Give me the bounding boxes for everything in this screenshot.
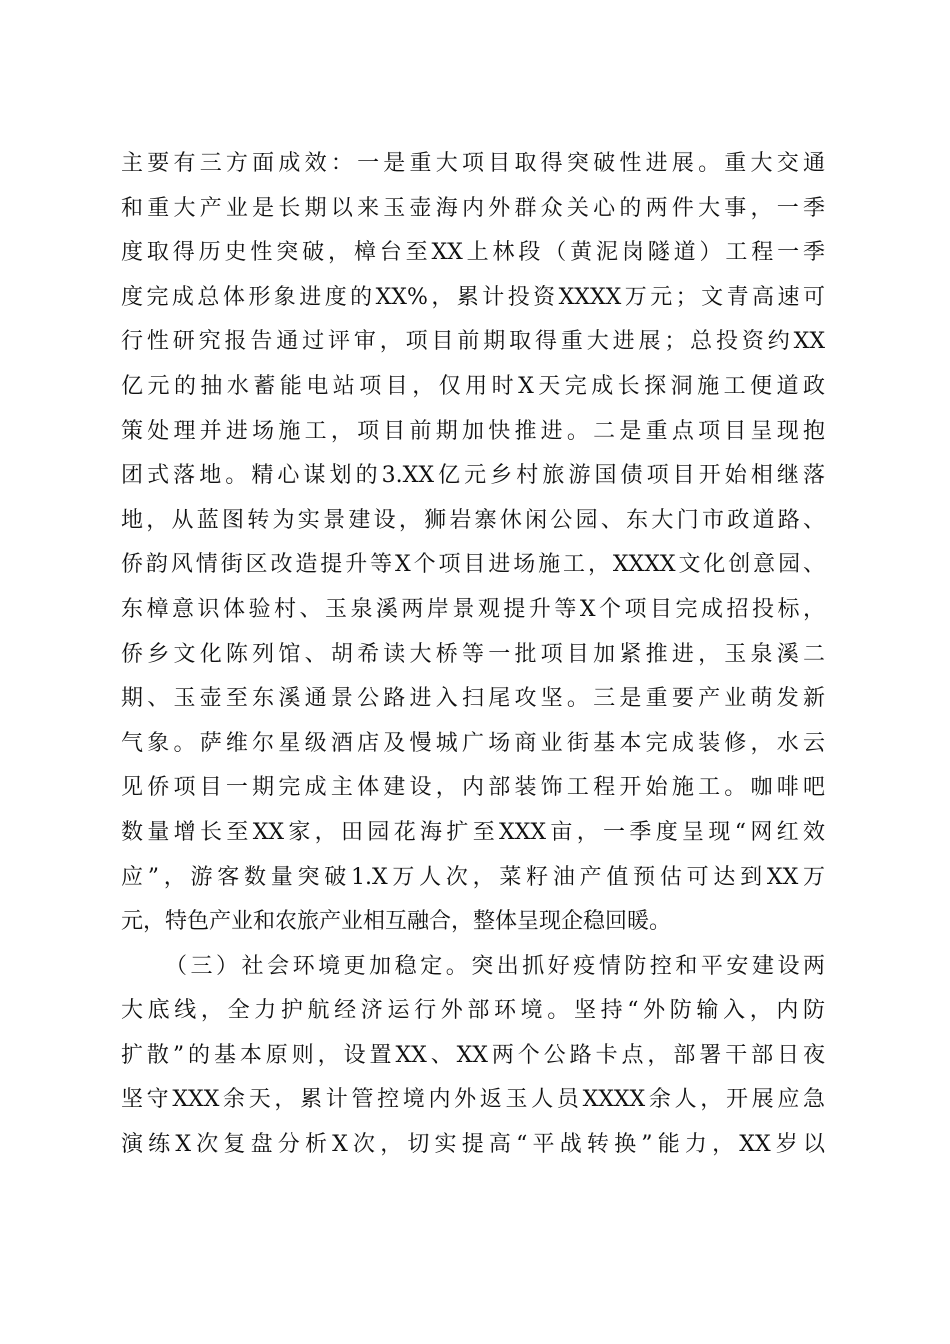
text-line: 气象。萨维尔星级酒店及慢城广场商业街基本完成装修，水云: [121, 730, 825, 756]
section-heading-line: （三）社会环境更加稳定。突出抓好疫情防控和平安建设两: [165, 953, 825, 979]
text-line: 应”，游客数量突破1.X万人次，菜籽油产值预估可达到XX万: [121, 864, 825, 890]
text-line: 主要有三方面成效：一是重大项目取得突破性进展。重大交通: [121, 151, 825, 176]
text-line: 数量增长至XX家，田园花海扩至XXX亩，一季度呈现“网红效: [121, 819, 825, 845]
text-line: 见侨项目一期完成主体建设，内部装饰工程开始施工。咖啡吧: [121, 775, 825, 801]
body-text: [121, 142, 825, 1168]
text-line: 期、玉壶至东溪通景公路进入扫尾攻坚。三是重要产业萌发新: [121, 686, 825, 712]
text-line: 扩散”的基本原则，设置XX、XX两个公路卡点，部署干部日夜: [121, 1042, 825, 1068]
text-line: 行性研究报告通过评审，项目前期取得重大进展；总投资约XX: [121, 329, 825, 355]
text-line: 和重大产业是长期以来玉壶海内外群众关心的两件大事，一季: [121, 195, 825, 221]
text-line: 策处理并进场施工，项目前期加快推进。二是重点项目呈现抱: [121, 418, 825, 444]
text-line: 侨乡文化陈列馆、胡希读大桥等一批项目加紧推进，玉泉溪二: [121, 641, 825, 667]
text-line: 度取得历史性突破，樟台至XX上林段（黄泥岗隧道）工程一季: [121, 240, 825, 266]
text-line: 度完成总体形象进度的XX%，累计投资XXXX万元；文青高速可: [121, 284, 825, 310]
text-line: 坚守XXX余天，累计管控境内外返玉人员XXXX余人，开展应急: [121, 1087, 825, 1113]
text-line: 地，从蓝图转为实景建设，狮岩寨休闲公园、东大门市政道路、: [121, 507, 825, 533]
text-line: 团式落地。精心谋划的3.XX亿元乡村旅游国债项目开始相继落: [121, 463, 825, 489]
text-line: 大底线，全力护航经济运行外部环境。坚持“外防输入，内防: [121, 998, 825, 1024]
text-line: 亿元的抽水蓄能电站项目，仅用时X天完成长探洞施工便道政: [121, 373, 825, 399]
text-line: 东樟意识体验村、玉泉溪两岸景观提升等X个项目完成招投标，: [121, 596, 825, 622]
paragraph-end-line: 元，特色产业和农旅产业相互融合，整体呈现企稳回暖。: [121, 909, 672, 935]
text-line: 演练X次复盘分析X次，切实提高“平战转换”能力，XX岁以: [121, 1132, 825, 1158]
text-line: 侨韵风情街区改造提升等X个项目进场施工，XXXX文化创意园、: [121, 552, 825, 578]
